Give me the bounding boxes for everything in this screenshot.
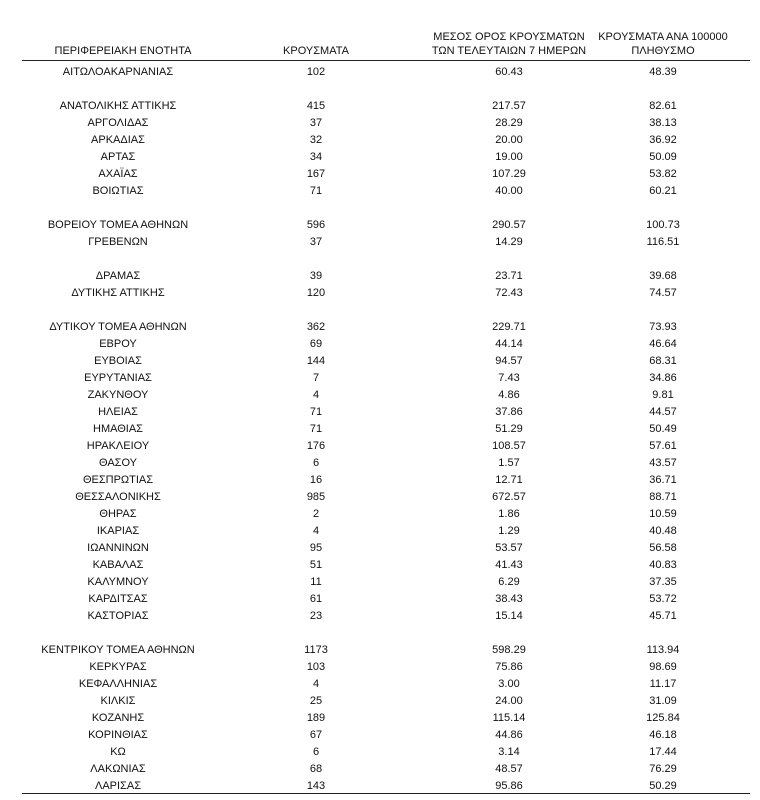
- per100k-cell: 36.92: [649, 134, 677, 146]
- avg7-cell: 6.29: [498, 576, 520, 588]
- avg7-cell: 1.29: [498, 525, 520, 537]
- table-row: [0, 642, 760, 659]
- cases-cell: 103: [306, 661, 326, 673]
- unit-name-cell: ΑΡΤΑΣ: [100, 151, 136, 163]
- cases-cell: 39: [309, 270, 323, 282]
- avg7-cell: 48.57: [495, 763, 523, 775]
- cases-cell: 68: [309, 763, 323, 775]
- table-row: [0, 387, 760, 404]
- cases-cell: 67: [309, 729, 323, 741]
- table-row: [0, 455, 760, 472]
- table-row: [0, 727, 760, 744]
- per100k-cell: 50.49: [649, 423, 677, 435]
- cases-cell: 32: [309, 134, 323, 146]
- cases-cell: 71: [309, 423, 323, 435]
- avg7-cell: 23.71: [495, 270, 523, 282]
- cases-cell: 71: [309, 406, 323, 418]
- unit-name-cell: ΚΕΝΤΡΙΚΟΥ ΤΟΜΕΑ ΑΘΗΝΩΝ: [41, 644, 195, 656]
- per100k-cell: 39.68: [649, 270, 677, 282]
- unit-name-cell: ΘΕΣΠΡΩΤΙΑΣ: [82, 474, 154, 486]
- avg7-cell: 1.86: [498, 508, 520, 520]
- table-row: [0, 744, 760, 761]
- unit-name-cell: ΑΝΑΤΟΛΙΚΗΣ ΑΤΤΙΚΗΣ: [59, 100, 177, 112]
- cases-cell: 4: [312, 678, 320, 690]
- cases-cell: 176: [306, 440, 326, 452]
- cases-cell: 71: [309, 185, 323, 197]
- unit-name-cell: ΒΟΙΩΤΙΑΣ: [92, 185, 144, 197]
- unit-name-cell: ΕΥΒΟΙΑΣ: [94, 355, 142, 367]
- cases-cell: 95: [309, 542, 323, 554]
- table-row: [0, 98, 760, 115]
- per100k-cell: 10.59: [649, 508, 677, 520]
- per100k-cell: 46.18: [649, 729, 677, 741]
- cases-cell: 37: [309, 236, 323, 248]
- avg7-cell: 217.57: [492, 100, 526, 112]
- unit-name-cell: ΚΕΡΚΥΡΑΣ: [89, 661, 147, 673]
- unit-name-cell: ΒΟΡΕΙΟΥ ΤΟΜΕΑ ΑΘΗΝΩΝ: [47, 219, 189, 231]
- cases-cell: 6: [312, 457, 320, 469]
- unit-name-cell: ΔΥΤΙΚΗΣ ΑΤΤΙΚΗΣ: [71, 287, 165, 299]
- table-row: [0, 404, 760, 421]
- cases-cell: 51: [309, 559, 323, 571]
- table-row: [0, 591, 760, 608]
- unit-name-cell: ΓΡΕΒΕΝΩΝ: [88, 236, 148, 248]
- unit-name-cell: ΘΗΡΑΣ: [99, 508, 137, 520]
- table-row: [0, 149, 760, 166]
- unit-name-cell: ΔΡΑΜΑΣ: [95, 270, 141, 282]
- avg7-cell: 598.29: [492, 644, 526, 656]
- per100k-cell: 57.61: [649, 440, 677, 452]
- unit-name-cell: ΑΡΓΟΛΙΔΑΣ: [87, 117, 149, 129]
- cases-cell: 4: [312, 525, 320, 537]
- unit-name-cell: ΑΧΑΪΑΣ: [98, 168, 138, 180]
- cases-cell: 102: [306, 66, 326, 78]
- table-row: [0, 710, 760, 727]
- unit-name-cell: ΚΟΖΑΝΗΣ: [91, 712, 145, 724]
- unit-name-cell: ΕΒΡΟΥ: [99, 338, 137, 350]
- cases-cell: 596: [306, 219, 326, 231]
- per100k-cell: 40.83: [649, 559, 677, 571]
- unit-name-cell: ΗΜΑΘΙΑΣ: [93, 423, 143, 435]
- per100k-cell: 100.73: [646, 219, 680, 231]
- per100k-cell: 50.09: [649, 151, 677, 163]
- cases-cell: 120: [306, 287, 326, 299]
- avg7-cell: 7.43: [498, 372, 520, 384]
- avg7-cell: 60.43: [495, 66, 523, 78]
- avg7-cell: 4.86: [498, 389, 520, 401]
- per100k-cell: 53.72: [649, 593, 677, 605]
- table-row: [0, 336, 760, 353]
- per100k-cell: 116.51: [646, 236, 680, 248]
- table-row: [0, 234, 760, 251]
- cases-cell: 2: [312, 508, 320, 520]
- table-row: [0, 659, 760, 676]
- table-row: [0, 438, 760, 455]
- unit-name-cell: ΘΑΣΟΥ: [98, 457, 138, 469]
- per100k-cell: 68.31: [649, 355, 677, 367]
- table-row: [0, 489, 760, 506]
- header-avg7-line1: ΜΕΣΟΣ ΟΡΟΣ ΚΡΟΥΣΜΑΤΩΝ: [433, 31, 585, 43]
- unit-name-cell: ΚΑΛΥΜΝΟΥ: [87, 576, 149, 588]
- avg7-cell: 44.86: [495, 729, 523, 741]
- cases-cell: 985: [306, 491, 326, 503]
- unit-name-cell: ΛΑΚΩΝΙΑΣ: [90, 763, 146, 775]
- avg7-cell: 95.86: [495, 780, 523, 792]
- avg7-cell: 107.29: [492, 168, 526, 180]
- avg7-cell: 41.43: [495, 559, 523, 571]
- avg7-cell: 12.71: [495, 474, 523, 486]
- table-row: [0, 353, 760, 370]
- table-row: [0, 115, 760, 132]
- unit-name-cell: ΙΩΑΝΝΙΝΩΝ: [87, 542, 149, 554]
- table-row: [0, 166, 760, 183]
- avg7-cell: 229.71: [492, 321, 526, 333]
- avg7-cell: 108.57: [492, 440, 526, 452]
- per100k-cell: 56.58: [649, 542, 677, 554]
- per100k-cell: 46.64: [649, 338, 677, 350]
- cases-cell: 61: [309, 593, 323, 605]
- table-row: [0, 540, 760, 557]
- per100k-cell: 11.17: [649, 678, 677, 690]
- cases-cell: 143: [306, 780, 326, 792]
- bottom-rule: [22, 793, 750, 794]
- table-row: [0, 472, 760, 489]
- cases-cell: 144: [306, 355, 326, 367]
- unit-name-cell: ΑΡΚΑΔΙΑΣ: [91, 134, 145, 146]
- cases-cell: 25: [309, 695, 323, 707]
- avg7-cell: 75.86: [495, 661, 523, 673]
- unit-name-cell: ΛΑΡΙΣΑΣ: [94, 780, 141, 792]
- avg7-cell: 38.43: [495, 593, 523, 605]
- per100k-cell: 45.71: [649, 610, 677, 622]
- per100k-cell: 37.35: [649, 576, 677, 588]
- cases-cell: 167: [306, 168, 326, 180]
- table-row: [0, 285, 760, 302]
- avg7-cell: 290.57: [492, 219, 526, 231]
- avg7-cell: 3.00: [498, 678, 520, 690]
- per100k-cell: 98.69: [649, 661, 677, 673]
- unit-name-cell: ΚΑΡΔΙΤΣΑΣ: [88, 593, 148, 605]
- table-row: [0, 421, 760, 438]
- header-avg7-line2: ΤΩΝ ΤΕΛΕΥΤΑΙΩΝ 7 ΗΜΕΡΩΝ: [431, 45, 587, 57]
- table-row: [0, 319, 760, 336]
- per100k-cell: 88.71: [649, 491, 677, 503]
- cases-cell: 11: [310, 576, 322, 588]
- per100k-cell: 53.82: [649, 168, 677, 180]
- per100k-cell: 34.86: [649, 372, 677, 384]
- avg7-cell: 44.14: [495, 338, 523, 350]
- table-row: [0, 370, 760, 387]
- cases-cell: 189: [306, 712, 326, 724]
- avg7-cell: 53.57: [495, 542, 523, 554]
- per100k-cell: 74.57: [649, 287, 677, 299]
- cases-cell: 6: [312, 746, 320, 758]
- cases-cell: 7: [312, 372, 320, 384]
- per100k-cell: 60.21: [649, 185, 677, 197]
- avg7-cell: 28.29: [495, 117, 523, 129]
- unit-name-cell: ΚΑΒΑΛΑΣ: [92, 559, 144, 571]
- unit-name-cell: ΑΙΤΩΛΟΑΚΑΡΝΑΝΙΑΣ: [62, 66, 174, 78]
- table-row: [0, 574, 760, 591]
- header-cases-text: ΚΡΟΥΣΜΑΤΑ: [283, 45, 349, 57]
- unit-name-cell: ΖΑΚΥΝΘΟΥ: [87, 389, 149, 401]
- avg7-cell: 1.57: [498, 457, 520, 469]
- header-unit-text: ΠΕΡΙΦΕΡΕΙΑΚΗ ΕΝΟΤΗΤΑ: [54, 45, 192, 57]
- avg7-cell: 37.86: [495, 406, 523, 418]
- table-row: [0, 523, 760, 540]
- avg7-cell: 72.43: [495, 287, 523, 299]
- cases-cell: 415: [306, 100, 326, 112]
- table-row: [0, 557, 760, 574]
- cases-cell: 16: [309, 474, 323, 486]
- cases-cell: 4: [312, 389, 320, 401]
- per100k-cell: 43.57: [649, 457, 677, 469]
- table-row: [0, 676, 760, 693]
- per100k-cell: 76.29: [649, 763, 677, 775]
- table-row: [0, 132, 760, 149]
- per100k-cell: 50.29: [649, 780, 677, 792]
- avg7-cell: 3.14: [498, 746, 520, 758]
- table-row: [0, 183, 760, 200]
- per100k-cell: 40.48: [649, 525, 677, 537]
- unit-name-cell: ΚΩ: [110, 746, 126, 758]
- avg7-cell: 15.14: [495, 610, 523, 622]
- unit-name-cell: ΗΡΑΚΛΕΙΟΥ: [86, 440, 150, 452]
- header-per100k-line1: ΚΡΟΥΣΜΑΤΑ ΑΝΑ 100000: [598, 31, 728, 43]
- unit-name-cell: ΔΥΤΙΚΟΥ ΤΟΜΕΑ ΑΘΗΝΩΝ: [49, 321, 187, 333]
- table-row: [0, 506, 760, 523]
- cases-cell: 34: [309, 151, 323, 163]
- unit-name-cell: ΕΥΡΥΤΑΝΙΑΣ: [84, 372, 152, 384]
- table-row: [0, 217, 760, 234]
- per100k-cell: 113.94: [646, 644, 680, 656]
- unit-name-cell: ΘΕΣΣΑΛΟΝΙΚΗΣ: [75, 491, 161, 503]
- table-row: [0, 761, 760, 778]
- avg7-cell: 40.00: [495, 185, 523, 197]
- avg7-cell: 19.00: [495, 151, 523, 163]
- cases-cell: 69: [309, 338, 323, 350]
- unit-name-cell: ΙΚΑΡΙΑΣ: [96, 525, 140, 537]
- per100k-cell: 17.44: [649, 746, 677, 758]
- avg7-cell: 14.29: [495, 236, 523, 248]
- cases-cell: 362: [306, 321, 326, 333]
- per100k-cell: 44.57: [649, 406, 677, 418]
- avg7-cell: 672.57: [492, 491, 526, 503]
- cases-cell: 23: [309, 610, 323, 622]
- avg7-cell: 94.57: [495, 355, 523, 367]
- avg7-cell: 115.14: [492, 712, 526, 724]
- per100k-cell: 36.71: [649, 474, 677, 486]
- per100k-cell: 38.13: [649, 117, 677, 129]
- avg7-cell: 24.00: [495, 695, 523, 707]
- per100k-cell: 82.61: [649, 100, 677, 112]
- table-row: [0, 268, 760, 285]
- table-row: [0, 608, 760, 625]
- unit-name-cell: ΚΙΛΚΙΣ: [100, 695, 136, 707]
- per100k-cell: 31.09: [649, 695, 677, 707]
- cases-cell: 37: [309, 117, 323, 129]
- header-per100k-line2: ΠΛΗΘΥΣΜΟ: [631, 45, 695, 57]
- cases-cell: 1173: [304, 644, 328, 656]
- per100k-cell: 73.93: [649, 321, 677, 333]
- avg7-cell: 51.29: [495, 423, 523, 435]
- unit-name-cell: ΗΛΕΙΑΣ: [98, 406, 138, 418]
- per100k-cell: 9.81: [652, 389, 674, 401]
- table-row: [0, 693, 760, 710]
- unit-name-cell: ΚΑΣΤΟΡΙΑΣ: [87, 610, 149, 622]
- unit-name-cell: ΚΟΡΙΝΘΙΑΣ: [88, 729, 148, 741]
- table-row: [0, 64, 760, 81]
- per100k-cell: 48.39: [649, 66, 677, 78]
- avg7-cell: 20.00: [495, 134, 523, 146]
- unit-name-cell: ΚΕΦΑΛΛΗΝΙΑΣ: [78, 678, 158, 690]
- per100k-cell: 125.84: [646, 712, 680, 724]
